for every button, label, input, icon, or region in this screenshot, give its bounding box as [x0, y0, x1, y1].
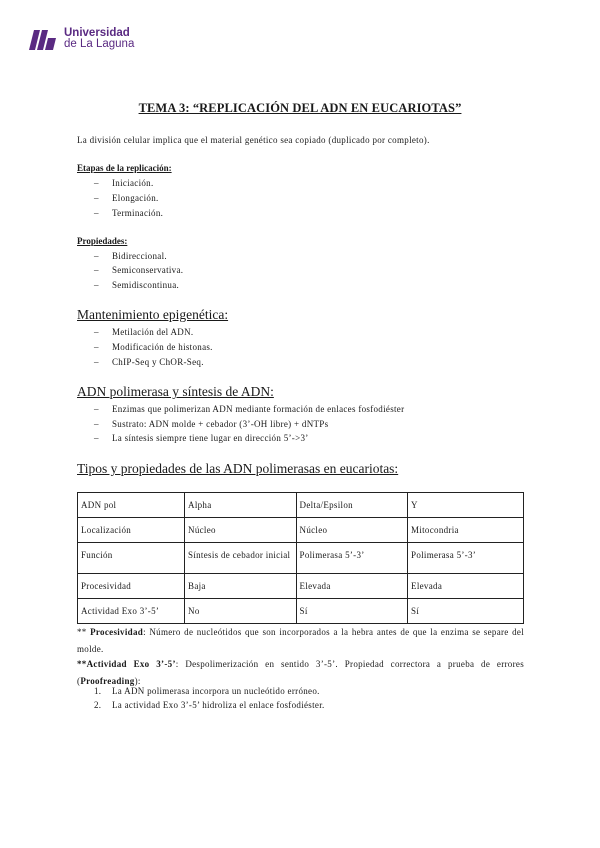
table-row — [78, 543, 524, 574]
table-cell: Función — [78, 543, 185, 574]
table-cell: Procesividad — [78, 574, 185, 599]
table-cell: Elevada — [408, 574, 524, 599]
table-cell: Sí — [408, 599, 524, 624]
table-cell: Mitocondria — [408, 518, 524, 543]
table-cell: Núcleo — [296, 518, 408, 543]
table-cell: Baja — [185, 574, 297, 599]
table-cell: Localización — [78, 518, 185, 543]
document-title: TEMA 3: “REPLICACIÓN DEL ADN EN EUCARIOTAS” — [138, 101, 462, 115]
table-cell: Síntesis de cebador inicial — [185, 543, 297, 574]
table-cell: Sí — [296, 599, 408, 624]
table-cell: Núcleo — [185, 518, 297, 543]
table-cell: Elevada — [296, 574, 408, 599]
table-row — [78, 574, 524, 599]
table-cell: Delta/Epsilon — [296, 493, 408, 518]
epigenetica-heading: Mantenimiento epigenética: — [77, 307, 229, 322]
polimerasas-table — [77, 492, 524, 624]
table-row — [78, 493, 524, 518]
intro-paragraph: La división celular implica que el material genético sea copiado (duplicado por completo). — [77, 135, 430, 145]
propiedades-label: Propiedades: — [77, 236, 128, 246]
table-cell: ADN pol — [78, 493, 185, 518]
table-cell: Polimerasa 5’-3’ — [296, 543, 408, 574]
university-logo — [29, 28, 134, 50]
ull-logo-icon — [29, 28, 57, 50]
etapas-label: Etapas de la replicación: — [77, 163, 172, 173]
table-cell: No — [185, 599, 297, 624]
table-cell: Y — [408, 493, 524, 518]
polimerasa-heading: ADN polimerasa y síntesis de ADN: — [77, 384, 274, 399]
logo-line1: Universidad — [64, 27, 130, 39]
table-cell: Polimerasa 5’-3’ — [408, 543, 524, 574]
table-row — [78, 599, 524, 624]
note-procesividad: ** Procesividad: Número de nucleótidos que son incorporados a la hebra antes de que la enzima se separe del molde. — [77, 627, 524, 654]
table-cell: Alpha — [185, 493, 297, 518]
table-row — [78, 518, 524, 543]
table-cell: Actividad Exo 3’-5’ — [78, 599, 185, 624]
logo-line2: de La Laguna — [64, 38, 135, 50]
tipos-heading: Tipos y propiedades de las ADN polimerasas en eucariotas: — [77, 461, 399, 476]
note-exo: **Actividad Exo 3’-5’: Despolimerización en sentido 3’-5’. Propiedad correctora a prueba de errores (Proofreading): — [77, 659, 525, 686]
